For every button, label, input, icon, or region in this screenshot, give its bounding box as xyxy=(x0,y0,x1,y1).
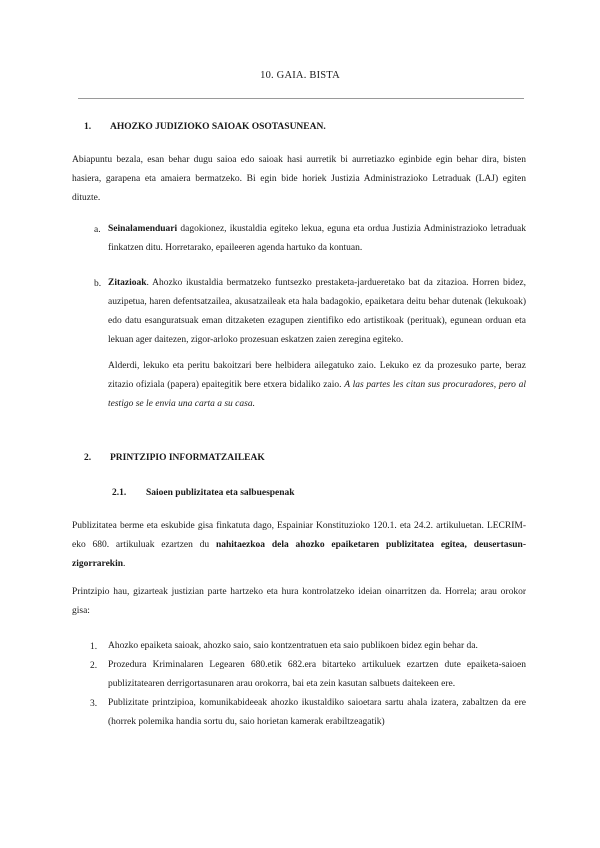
section-1-number: 1. xyxy=(84,122,92,132)
subsection-2-1-title: Saioen publizitatea eta salbuespenak xyxy=(146,488,295,498)
subsection-2-1-heading xyxy=(112,484,295,503)
list-item-seinalamendua xyxy=(108,220,526,258)
para1-plain: Publizitatea berme eta eskubide gisa finkatuta dago, Espainiar Konstituzioko 120.1. eta 24.2. artikuluetan. LECRIM-eko 680. artikuluak ezartzen du xyxy=(72,521,526,550)
subsection-2-1-number: 2.1. xyxy=(112,488,127,498)
numbered-marker-1: 1. xyxy=(90,642,98,652)
section-2-paragraph-1 xyxy=(72,517,526,574)
para1-end: . xyxy=(123,559,126,569)
section-1-intro: Abiapuntu bezala, esan behar dugu saioa edo saioak hasi aurretik bi aurretiazko eginbide egin behar dira, bisten hasiera, garapena eta amaiera bermatzeko. Bi egin bide horiek Justizia Administrazioko Letraduak (LAJ) egiten dituzte. xyxy=(72,155,526,203)
numbered-marker-3: 3. xyxy=(90,699,98,709)
title-divider xyxy=(78,98,524,99)
item-a-bold: Seinalamenduari xyxy=(108,224,178,234)
section-1-extra-paragraph xyxy=(108,357,526,414)
list-marker-b: b. xyxy=(94,279,102,289)
numbered-marker-2: 2. xyxy=(90,661,98,671)
section-2-title: PRINTZIPIO INFORMATZAILEAK xyxy=(110,453,265,463)
numbered-item-2: Prozedura Kriminalaren Legearen 680.etik 682.era bitarteko artikuluek ezartzen dute epaiketa-saioen publizitatearen derrigortasunaren arau orokorra, bai eta zein kasutan salbuets daitekeen ere. xyxy=(108,660,526,689)
section-2-number: 2. xyxy=(84,453,92,463)
item-b-bold: Zitazioak xyxy=(108,278,147,288)
section-2-heading xyxy=(84,449,265,468)
list-item-zitazioak xyxy=(108,274,526,350)
list-marker-a: a. xyxy=(94,225,101,235)
section-2-paragraph-2: Printzipio hau, gizarteak justizian parte hartzeko eta hura kontrolatzeko ideian oinarritzen da. Horrela; arau orokor gisa: xyxy=(72,587,526,616)
para1-bold: nahitaezkoa dela ahozko epaiketaren publizitatea egitea, deusertasun-zigorrarekin xyxy=(72,540,526,569)
numbered-item-1: Ahozko epaiketa saioak, ahozko saio, saio kontzentratuen eta saio publikoen bidez egin behar da. xyxy=(108,641,478,651)
section-1-title: AHOZKO JUDIZIOKO SAIOAK OSOTASUNEAN. xyxy=(110,122,326,132)
extra-paragraph-text: Alderdi, lekuko eta peritu bakoitzari bere helbidera ailegatuko zaio. Lekuko ez da prozesuko parte, beraz zitazio ofiziala (papera) epaitegitik bere etxera bidaliko zaio. xyxy=(108,361,526,390)
extra-paragraph-italic: A las partes les citan sus procuradores, pero al testigo se le envia una carta a su casa. xyxy=(108,380,527,409)
section-1-heading xyxy=(84,118,326,137)
item-a-text: dagokionez, ikustaldia egiteko lekua, eguna eta ordua Justizia Administrazioko letraduak finkatzen ditu. Horretarako, epaileeren agenda hartuko da kontuan. xyxy=(108,224,526,253)
page-title: 10. GAIA. BISTA xyxy=(260,70,340,81)
numbered-item-3: Publizitate printzipioa, komunikabideeak ahozko ikustaldiko saioetara sartu ahala izatera, zabaltzen da ere (horrek polemika handia sortu du, saio horietan kamerak erabiltzeagatik) xyxy=(108,698,526,727)
item-b-text: . Ahozko ikustaldia bermatzeko funtsezko prestaketa-jardueretako bat da zitazioa. Horren bidez, auzipetua, haren defentsatzailea, akusatzaileak eta hala badagokio, epaiketara deitu behar dutenak (lekukoak) edo datu esanguratsuak eman ditzaketen ezagupen zientifiko edo artistikoak (perituak), egunean orduan eta lekuan ager daitezen, zigor-arloko prozesuan eskatzen zaien zeregina egiteko. xyxy=(108,278,526,345)
